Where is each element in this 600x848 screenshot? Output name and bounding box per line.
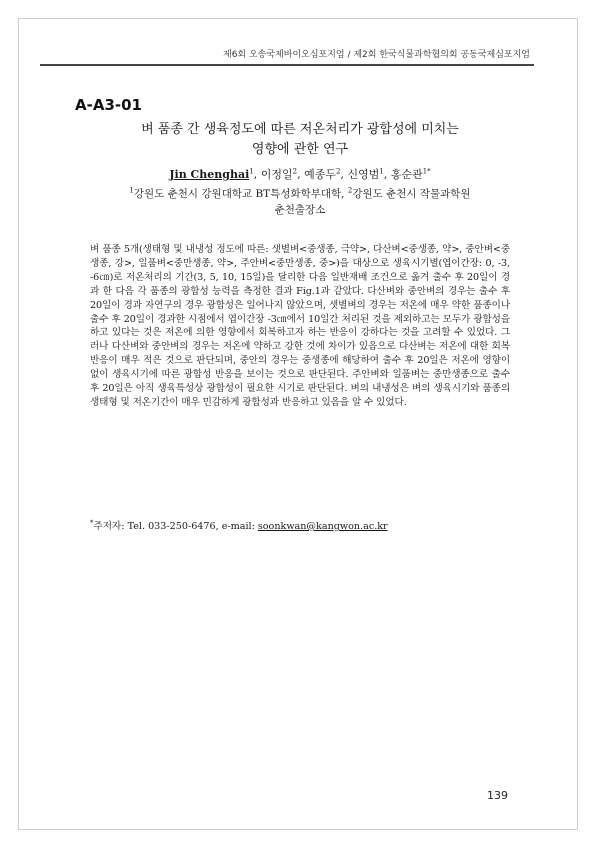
affiliation-line-1 <box>60 186 540 202</box>
author-sup: 2 <box>292 167 298 176</box>
page-number: 139 <box>487 789 508 802</box>
affiliation-sup: 2 <box>347 186 353 195</box>
footnote-label: 주저자: Tel. 033-250-6476, e-mail: <box>93 521 258 532</box>
footnote-mark: * <box>90 518 94 527</box>
author-list: Jin Chenghai$^1$, 이정일$^2$, 예종두$^2$, 신영범$^1$, 홍순관$^{1*}$ <box>169 167 431 181</box>
title-line-2: 영향에 관한 연구 <box>251 142 349 157</box>
affiliations <box>60 186 540 218</box>
affiliation-sup: 1 <box>129 186 134 195</box>
author-sup: 1 <box>249 167 254 176</box>
affiliation-text: 강원도 춘천시 작물과학원 <box>352 188 471 200</box>
presenting-author: Jin Chenghai <box>169 168 250 181</box>
running-header: 제6회 오송국제바이오심포지엄 / 제2회 한국식물과학협의회 공동국제심포지엄 <box>223 50 530 60</box>
affiliation-text: 강원도 춘천시 강원대학교 BT특성화학부대학, <box>133 188 348 200</box>
title-line-1: 벼 품종 간 생육정도에 따른 저온처리가 광합성에 미치는 <box>141 122 459 137</box>
author-name: 이정일 <box>260 168 293 181</box>
abstract-code: A-A3-01 <box>75 96 142 114</box>
author-sup: 1* <box>422 167 431 176</box>
abstract-title <box>70 120 530 160</box>
author-sup: 2 <box>336 167 341 176</box>
corresponding-author-footnote <box>90 520 388 533</box>
abstract-body: 벼 품종 5개(생태형 및 내냉성 정도에 따른: 샛별벼<중생종, 극약>, 다산벼<중생종, 약>, 중안벼<중생종, 강>, 일품벼<중만생종, 약>, 주안벼<중만생종, 중>)을 대상으로 생육시기별(엽이간장: 0, -3, -6㎝)로 저온처리의 기간(3, 5, 10, 15일)을 달리한 다음 일반재배 조건으로 옮겨 출수 후 20일이 경과 한 다음 각 품종의 광합성 능력을 측정한 결과 Fig.1과 같았다. 다산벼와 중안벼의 경우는 출수 후 20일이 경과 자연구의 경우 광합성은 일어나지 않았으며, 샛별벼의 경우는 저온에 매우 약한 품종이나 출수 후 20일이 경과한 시점에서 엽이간장 -3㎝에서 10일간 처리된 것을 제외하고는 모두가 광합성을 하고 있다는 것은 저온에 의한 영향에서 회복하고자 하는 반응이 강하다는 것을 고려할 수 있었다. 그러나 다산벼와 중안벼의 경우는 저온에 약하고 강한 것에 차이가 있음으로 다산벼는 저온에 대한 회복반응이 매우 적은 것으로 판단되며, 중안의 경우는 중생종에 해당하여 출수 후 20일은 저온에 영향이 없이 생육시기에 따른 광합성 반응을 보이는 것으로 판단된다. 주안벼와 일품벼는 중만생종으로 출수 후 20일은 아직 생육특성상 광합성이 필요한 시기로 판단된다. 벼의 내냉성은 벼의 생육시기와 품종의 생태형 및 저온기간이 매우 민감하게 광합성과 반응하고 있음을 알 수 있었다. <box>90 244 510 408</box>
email-link[interactable]: soonkwan@kangwon.ac.kr <box>257 521 388 532</box>
author-name: 신영범 <box>347 168 380 181</box>
affiliation-line-2: 춘천출장소 <box>274 204 326 216</box>
author-name: 홍순관 <box>390 168 423 181</box>
author-name: 예종두 <box>304 168 336 181</box>
header-rule <box>40 64 534 66</box>
author-sup: 1 <box>379 167 384 176</box>
